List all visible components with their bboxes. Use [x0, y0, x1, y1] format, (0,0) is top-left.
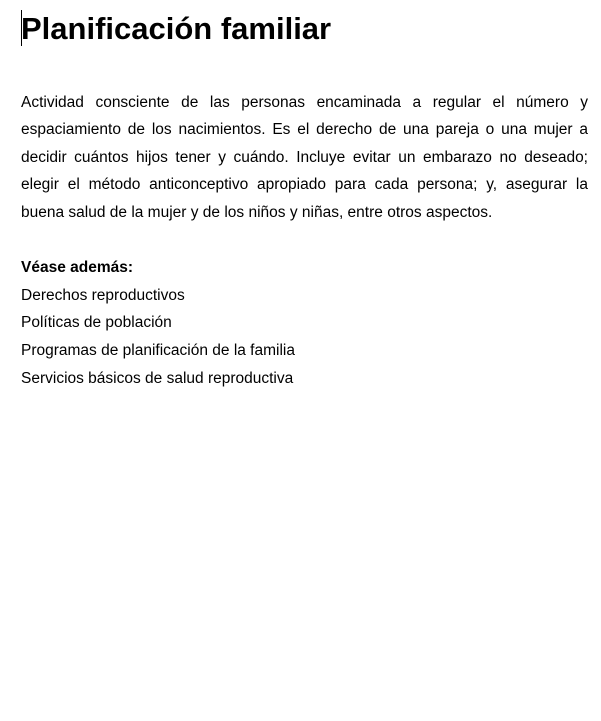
see-also-item-derechos-reproductivos[interactable]: Derechos reproductivos — [21, 286, 185, 304]
document-body-paragraph: Actividad consciente de las personas encaminada a regular el número y espaciamiento de los nacimientos. Es el derecho de una pareja o una mujer a decidir cuántos hijos tener y cuándo. Incluye evitar un embarazo no deseado; elegir el método anticonceptivo apropiado para cada persona; y, asegurar la buena salud de la mujer y de los niños y niñas, entre otros aspectos. — [21, 94, 588, 221]
see-also-item-politicas-de-poblacion[interactable]: Políticas de población — [21, 314, 172, 332]
see-also-item-programas-de-planificacion[interactable]: Programas de planificación de la familia — [21, 342, 295, 360]
document-title: Planificación familiar — [21, 11, 332, 46]
see-also-heading: Véase además: — [21, 259, 134, 276]
see-also-section — [21, 254, 295, 393]
see-also-item-servicios-basicos-de-salud[interactable]: Servicios básicos de salud reproductiva — [21, 369, 294, 387]
